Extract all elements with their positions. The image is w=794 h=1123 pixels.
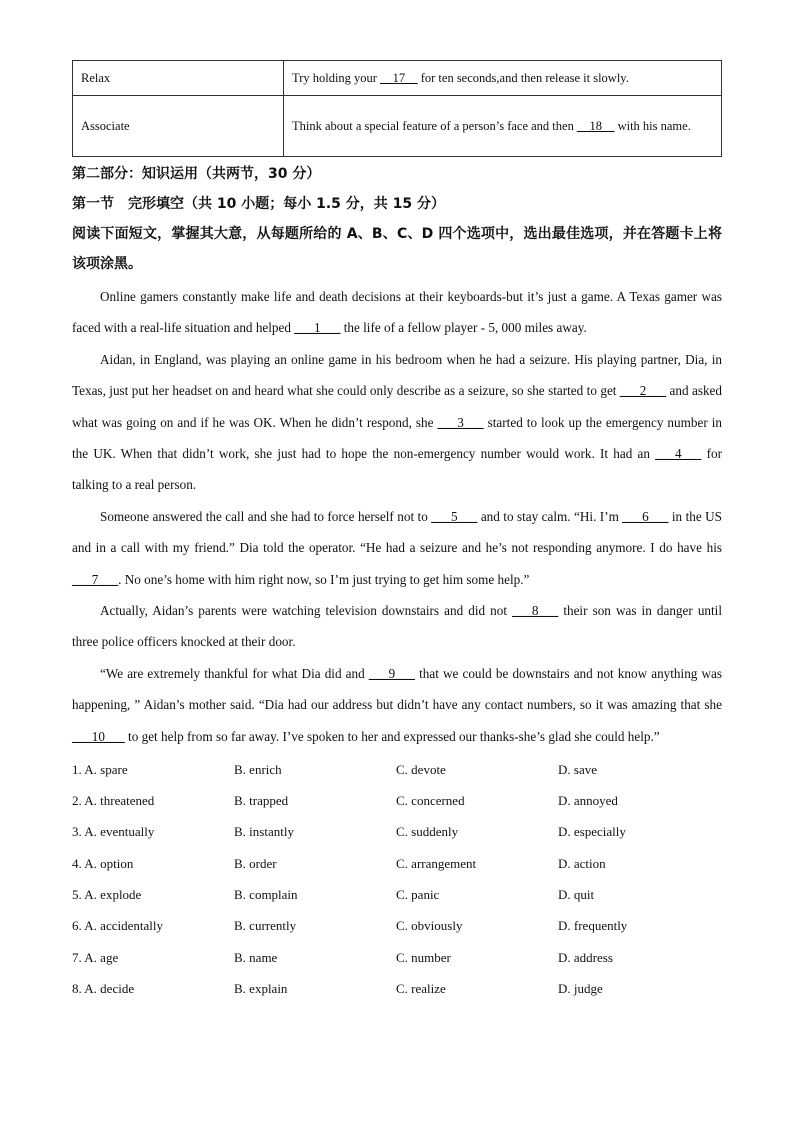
passage-paragraph bbox=[72, 281, 722, 344]
part-heading: 第二部分：知识运用（共两节，30 分） bbox=[72, 166, 321, 182]
option-choice: B. order bbox=[234, 855, 277, 871]
blank: ___2___ bbox=[619, 383, 667, 399]
blank: ___7___ bbox=[72, 571, 119, 587]
option-choice: D. judge bbox=[558, 980, 603, 996]
passage-text: Someone answered the call and she had to force herself not to bbox=[100, 508, 432, 524]
option-row bbox=[72, 785, 722, 816]
section-heading: 第一节 完形填空（共 10 小题；每小 1.5 分，共 15 分） bbox=[72, 196, 446, 212]
option-choice: C. obviously bbox=[396, 918, 463, 934]
option-choice: D. action bbox=[558, 855, 606, 871]
option-choice: D. quit bbox=[558, 886, 595, 902]
option-choice: C. suddenly bbox=[396, 824, 459, 840]
passage-text: Aidan, in England, was playing an online game in his bedroom when he had a seizure. His playing partner, Dia, in Texas, just put her headset on and heard what she could only describe as a seizure, so she started to get bbox=[72, 351, 722, 399]
blank: ___4___ bbox=[655, 446, 702, 462]
exam-page bbox=[72, 60, 722, 1004]
option-choice: B. explain bbox=[234, 980, 288, 996]
option-choice: B. enrich bbox=[234, 761, 282, 777]
tip-key: Relax bbox=[73, 61, 284, 96]
option-choice: D. frequently bbox=[558, 918, 628, 934]
option-row bbox=[72, 973, 722, 1004]
passage-paragraph bbox=[72, 658, 722, 752]
options-list bbox=[72, 754, 722, 1004]
option-choice: D. save bbox=[558, 761, 597, 777]
passage-text: their son was in danger until three police officers knocked at their door. bbox=[72, 603, 723, 650]
option-choice: 6. A. accidentally bbox=[72, 918, 163, 934]
tip-text-before: Think about a special feature of a person’s face and then bbox=[292, 118, 574, 133]
passage-text: . No one’s home with him right now, so I’m just trying to get him some help.” bbox=[118, 571, 530, 587]
option-row bbox=[72, 879, 722, 910]
passage-text: to get help from so far away. I’ve spoken to her and expressed our thanks-she’s glad she could help.” bbox=[124, 728, 660, 744]
option-choice: C. realize bbox=[396, 980, 446, 996]
option-choice: B. currently bbox=[234, 918, 297, 934]
option-choice: C. concerned bbox=[396, 793, 465, 809]
table-row bbox=[73, 61, 722, 96]
option-choice: D. address bbox=[558, 949, 613, 965]
blank-18: __18__ bbox=[576, 118, 615, 133]
passage-text: and to stay calm. “Hi. I’m bbox=[477, 508, 623, 524]
blank: ___6___ bbox=[622, 508, 669, 524]
passage-text: Actually, Aidan’s parents were watching television downstairs and did not bbox=[100, 603, 513, 619]
passage-text: Online gamers constantly make life and death decisions at their keyboards-but it’s just a game. A Texas gamer was faced with a real-life situation and helped bbox=[72, 289, 722, 336]
option-row bbox=[72, 754, 722, 785]
option-choice: 3. A. eventually bbox=[72, 824, 155, 840]
passage-text: for talking to a real person. bbox=[72, 446, 722, 493]
option-row bbox=[72, 848, 722, 879]
passage bbox=[72, 281, 722, 752]
instruction: 阅读下面短文，掌握其大意，从每题所给的 A、B、C、D 四个选项中，选出最佳选项，并在答题卡上将该项涂黑。 bbox=[72, 226, 722, 272]
passage-paragraph bbox=[72, 501, 722, 595]
option-choice: 4. A. option bbox=[72, 855, 134, 871]
option-choice: C. devote bbox=[396, 761, 446, 777]
tips-table bbox=[72, 60, 722, 157]
blank: ___10___ bbox=[72, 728, 125, 744]
tip-text bbox=[284, 61, 722, 96]
option-choice: D. annoyed bbox=[558, 793, 618, 809]
option-choice: 2. A. threatened bbox=[72, 793, 155, 809]
option-choice: C. arrangement bbox=[396, 855, 477, 871]
blank-17: __17__ bbox=[380, 70, 418, 85]
option-choice: C. number bbox=[396, 949, 451, 965]
table-row bbox=[73, 96, 722, 157]
passage-text: the life of a fellow player - 5, 000 miles away. bbox=[340, 320, 587, 336]
option-choice: 7. A. age bbox=[72, 949, 119, 965]
option-choice: D. especially bbox=[558, 824, 626, 840]
blank: ___5___ bbox=[431, 508, 478, 524]
option-choice: B. name bbox=[234, 949, 278, 965]
blank: ___3___ bbox=[437, 414, 484, 430]
option-choice: B. instantly bbox=[234, 824, 294, 840]
tip-text-after: for ten seconds,and then release it slowly. bbox=[420, 70, 629, 85]
option-row bbox=[72, 911, 722, 942]
option-choice: 8. A. decide bbox=[72, 980, 135, 996]
passage-paragraph bbox=[72, 344, 722, 501]
passage-text: started to look up the emergency number in the UK. When that didn’t work, she just had to hope the non-emergency number would work. It had an bbox=[72, 414, 722, 462]
passage-text: that we could be downstairs and not know anything was happening, ” Aidan’s mother said. “Dia had our address but didn’t have any contact numbers, so it was amazing that she bbox=[72, 665, 722, 713]
option-choice: 5. A. explode bbox=[72, 886, 142, 902]
tip-text-after: with his name. bbox=[617, 118, 691, 133]
option-choice: B. trapped bbox=[234, 793, 289, 809]
passage-text: in the US and in a call with my friend.” Dia told the operator. “He had a seizure and he’s not responding anymore. I do have his bbox=[72, 508, 722, 556]
passage-text: “We are extremely thankful for what Dia did and bbox=[100, 665, 369, 681]
option-choice: C. panic bbox=[396, 886, 440, 902]
blank: ___8___ bbox=[512, 603, 559, 619]
tip-key: Associate bbox=[73, 96, 284, 157]
option-choice: 1. A. spare bbox=[72, 761, 128, 777]
tip-text bbox=[284, 96, 722, 157]
option-choice: B. complain bbox=[234, 886, 298, 902]
option-row bbox=[72, 817, 722, 848]
passage-text: and asked what was going on and if he was OK. When he didn’t respond, she bbox=[72, 383, 722, 430]
option-row bbox=[72, 942, 722, 973]
blank: ___9___ bbox=[368, 665, 415, 681]
tip-text-before: Try holding your bbox=[292, 70, 377, 85]
blank: ___1___ bbox=[294, 320, 341, 336]
passage-paragraph bbox=[72, 595, 722, 658]
